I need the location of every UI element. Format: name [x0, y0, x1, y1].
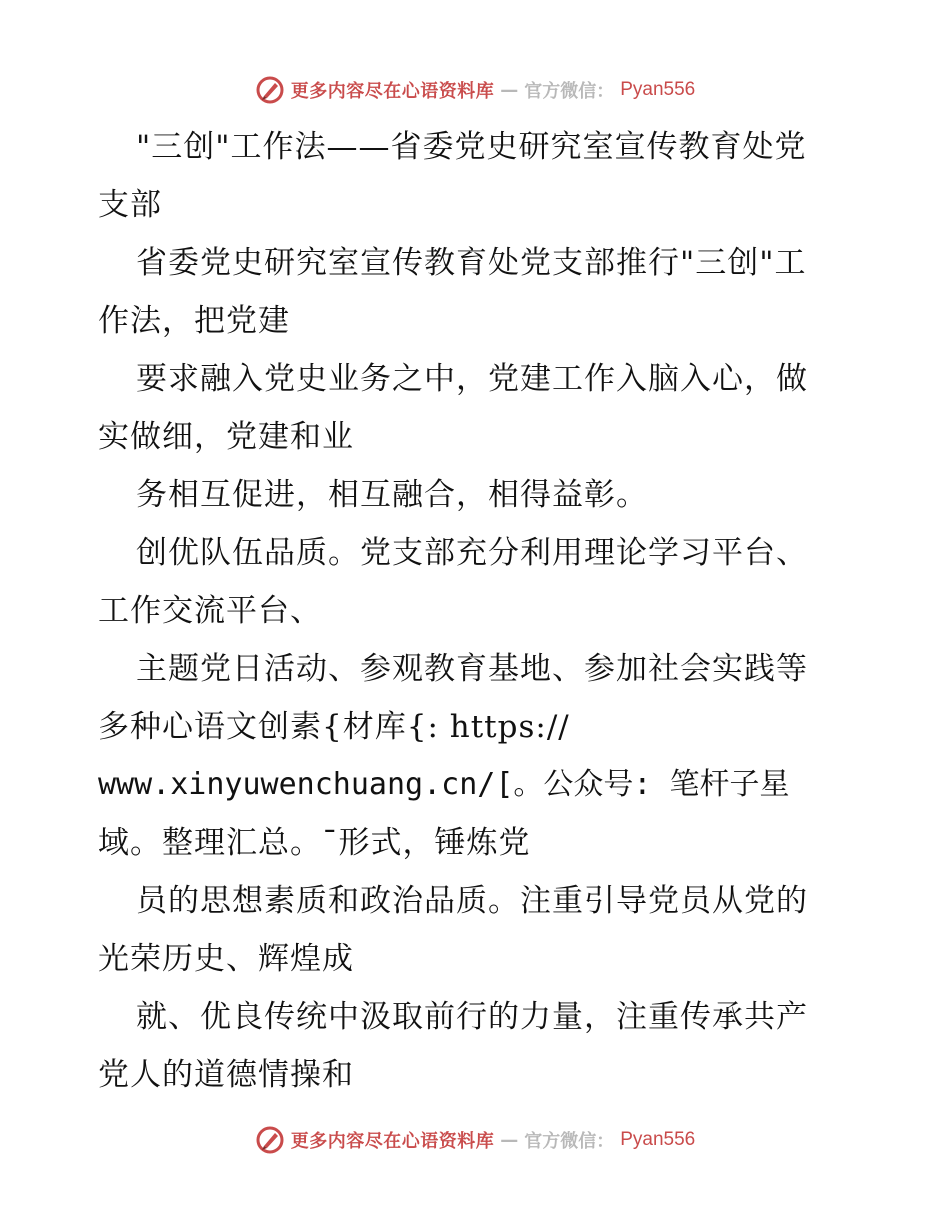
- doc-line: 务相互促进，相互融合，相得益彰。: [136, 477, 648, 513]
- footer-watermark: [0, 1122, 950, 1158]
- doc-line-title-1: "三创"工作法——省委党史研究室宣传教育处党: [136, 129, 807, 165]
- doc-line: 员的思想素质和政治品质。注重引导党员从党的: [136, 883, 808, 919]
- doc-line: 工作交流平台、: [98, 593, 322, 629]
- doc-line: 主题党日活动、参观教育基地、参加社会实践等: [136, 651, 808, 687]
- doc-line: 实做细，党建和业: [98, 419, 354, 455]
- watermark-official-label: 官方微信：: [524, 1131, 615, 1152]
- doc-line: 省委党史研究室宣传教育处党支部推行"三创"工: [136, 245, 807, 281]
- pen-circle-logo-icon: [255, 75, 285, 105]
- watermark-account: Pyan556: [620, 1129, 696, 1150]
- doc-line-url: www.xinyuwenchuang.cn/[。公众号: 笔杆子星: [98, 767, 790, 802]
- doc-line: 多种心语文创素{材库{: https://: [98, 709, 570, 745]
- watermark-account: Pyan556: [620, 79, 696, 100]
- header-watermark: [0, 72, 950, 108]
- watermark-official-label: 官方微信：: [524, 81, 615, 102]
- document-body: [98, 118, 858, 1104]
- watermark-text: 更多内容尽在心语资料库: [290, 1131, 495, 1152]
- watermark-text: 更多内容尽在心语资料库: [290, 81, 495, 102]
- watermark-dash: —: [500, 1129, 519, 1151]
- doc-line-title-2: 支部: [98, 187, 162, 223]
- doc-line: 域。整理汇总。¯形式，锤炼党: [98, 825, 531, 861]
- doc-line: 创优队伍品质。党支部充分利用理论学习平台、: [136, 535, 808, 571]
- doc-line: 光荣历史、辉煌成: [98, 941, 354, 977]
- doc-line: 党人的道德情操和: [98, 1057, 354, 1093]
- doc-line: 作法，把党建: [98, 303, 290, 339]
- watermark-dash: —: [500, 79, 519, 101]
- doc-line: 要求融入党史业务之中，党建工作入脑入心，做: [136, 361, 808, 397]
- doc-line: 就、优良传统中汲取前行的力量，注重传承共产: [136, 999, 808, 1035]
- pen-circle-logo-icon: [255, 1125, 285, 1155]
